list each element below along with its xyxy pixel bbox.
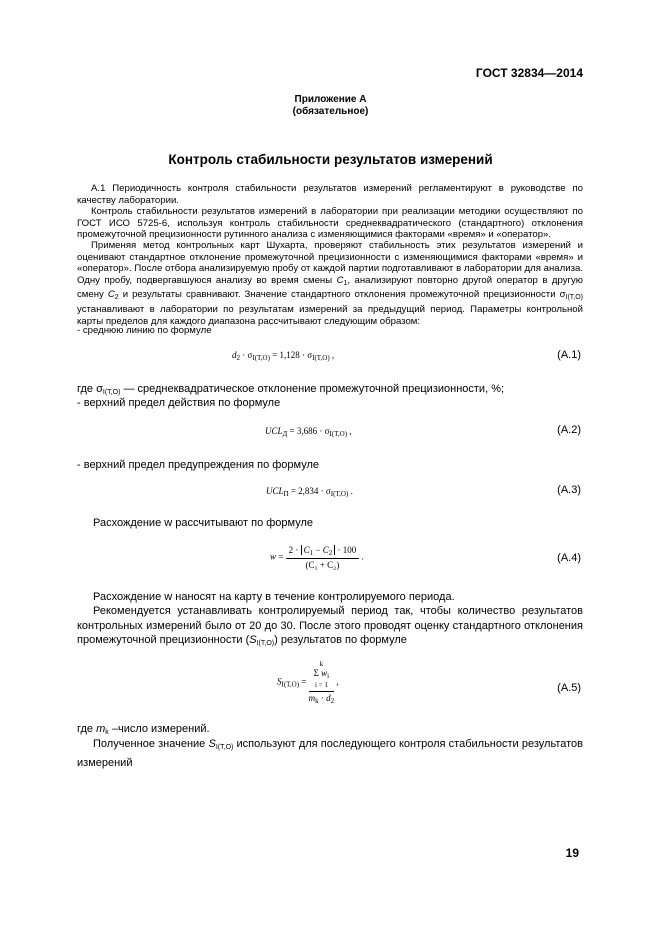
item-center-line: - среднюю линию по формуле [77, 325, 212, 336]
page-number: 19 [565, 846, 579, 860]
standard-number: ГОСТ 32834—2014 [475, 66, 583, 80]
formula-a4: w = $\frac{2 \cdot C_1 - C_2 \cdot 100}{\text{(C₁ + C₂)}}$ . [270, 545, 364, 570]
paragraph-shewhart: Применяя метод контрольных карт Шухарта, проверяют стабильность этих результатов измерений и оценивают стандартное отклонение промежуточной прецизионности с изменяющимися факторами «время» и «оператор». После отбора анализируемую пробу от каждой партии подготавливают в лаборатории для анализа. Одну пробу, подвергавшуюся анализу во время смены $C_1$, анализируют повторно другой оператор в другую смену $C_2$ и результаты сравнивают. Значение стандартного отклонения промежуточной прецизионности $\sigma_{I(T,O)}$ устанавливают в лаборатории по результатам измерений за предыдущий период. Параметры контрольной карты пределов для каждого диапазона рассчитывают следующим образом: [77, 240, 583, 327]
equation-number-a1: (А.1) [557, 349, 581, 361]
paragraph-final: Полученное значение $S_{I(T,O)}$ используют для последующего контроля стабильности результатов измерений [77, 738, 583, 769]
equation-number-a5: (А.5) [557, 682, 581, 694]
paragraph-recommend: Рекомендуется устанавливать контролируемый период так, чтобы количество результатов контрольных измерений было от 20 до 30. После этого проводят оценку стандартного отклонения промежуточной прецизионности $(S_{I(T,O)})$ результатов по формуле [77, 605, 583, 647]
formula-a5: $S_{I(T,O)}$ = k Σ $w_i$ i = 1 $m_k \cdot d_2$ , [277, 660, 339, 705]
annex-title: Приложение А [294, 94, 367, 105]
formula-a2: $UCL_Д = 3,686 \cdot \sigma_{I(T,O)}$ , [265, 426, 352, 438]
section-title: Контроль стабильности результатов измерений [168, 152, 493, 167]
divergence-intro: Расхождение w рассчитывают по формуле [93, 517, 314, 529]
equation-number-a4: (А.4) [557, 552, 581, 564]
equation-number-a2: (А.2) [557, 424, 581, 436]
paragraph-control: Контроль стабильности результатов измерений в лаборатории при реализации методики осуществляют по ГОСТ ИСО 5725-6, используя контроль стабильности среднеквадратического (стандартного) отклонения промежуточной прецизионности рутинного анализа с изменяющимися факторами «время» и «оператор». [77, 206, 583, 241]
divergence-note: Расхождение w наносят на карту в течение контролируемого периода. [93, 591, 455, 603]
where-mk: где $m_k$ –число измерений. [77, 723, 210, 736]
paragraph-a1: А.1 Периодичность контроля стабильности результатов измерений регламентируют в руководстве по качеству лаборатории. [77, 183, 583, 206]
item-warning-limit: - верхний предел предупреждения по формуле [77, 459, 320, 471]
formula-a3: $UCL_П = 2,834 \cdot \sigma_{I(T,O)}$ . [266, 486, 353, 498]
where-sigma: где $\sigma_{I(T,O)}$ — среднеквадратическое отклонение промежуточной прецизионности, %; [77, 383, 505, 396]
item-upper-limit: - верхний предел действия по формуле [77, 397, 281, 409]
annex-status: (обязательное) [292, 106, 369, 117]
formula-a1: $d_2 \cdot \sigma_{I(T,O)} = 1,128 \cdot \sigma_{I(T,O)}$ , [232, 350, 335, 362]
equation-number-a3: (А.3) [557, 484, 581, 496]
